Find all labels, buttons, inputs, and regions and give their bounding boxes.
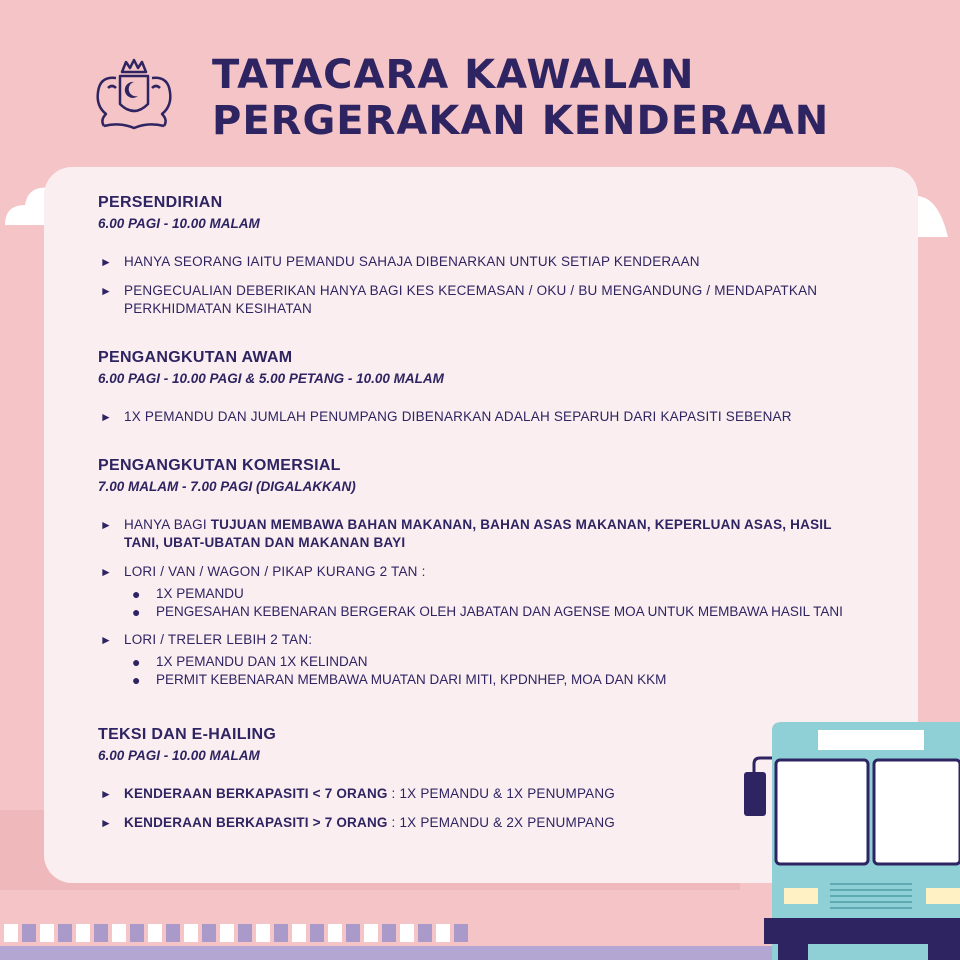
state-crest-icon	[86, 58, 182, 136]
dot-bullet-icon: ●	[132, 586, 141, 602]
list-item: ► KENDERAAN BERKAPASITI > 7 ORANG : 1X PEMANDU & 2X PENUMPANG	[100, 815, 616, 830]
sub-list-item: ● 1X PEMANDU DAN 1X KELINDAN	[132, 654, 368, 670]
title-line-2: PERGERAKAN KENDERAAN	[212, 98, 830, 144]
arrow-bullet-icon: ►	[100, 816, 113, 830]
arrow-bullet-icon: ►	[100, 255, 113, 269]
section-title: PENGANGKUTAN AWAM	[98, 349, 293, 366]
section-time: 6.00 PAGI - 10.00 PAGI & 5.00 PETANG - 10.00 MALAM	[98, 371, 444, 386]
list-item: ► PENGECUALIAN DEBERIKAN HANYA BAGI KES KECEMASAN / OKU / BU MENGANDUNG / MENDAPATKAN PERKHIDMATAN KESIHATAN	[100, 283, 818, 316]
arrow-bullet-icon: ►	[100, 565, 113, 579]
arrow-bullet-icon: ►	[100, 410, 113, 424]
list-item: ► HANYA BAGI TUJUAN MEMBAWA BAHAN MAKANAN, BAHAN ASAS MAKANAN, KEPERLUAN ASAS, HASIL TANI, UBAT-UBATAN DAN MAKANAN BAYI	[100, 517, 832, 550]
dot-bullet-icon: ●	[132, 672, 141, 688]
dot-bullet-icon: ●	[132, 654, 141, 670]
section-time: 6.00 PAGI - 10.00 MALAM	[98, 216, 260, 231]
list-item: ► LORI / TRELER LEBIH 2 TAN:	[100, 632, 313, 647]
arrow-bullet-icon: ►	[100, 518, 113, 532]
section-title: PERSENDIRIAN	[98, 194, 223, 211]
section-pengangkutan-awam	[98, 348, 858, 426]
section-title: TEKSI DAN E-HAILING	[98, 726, 277, 743]
section-pengangkutan-komersial	[98, 456, 858, 689]
arrow-bullet-icon: ►	[100, 284, 113, 298]
sub-list	[98, 653, 858, 689]
section-time: 6.00 PAGI - 10.00 MALAM	[98, 748, 260, 763]
sub-list	[98, 585, 858, 621]
section-persendirian	[98, 193, 858, 318]
arrow-bullet-icon: ►	[100, 787, 113, 801]
arrow-bullet-icon: ►	[100, 633, 113, 647]
bus-icon	[740, 718, 960, 960]
sub-list-item: ● PENGESAHAN KEBENARAN BERGERAK OLEH JABATAN DAN AGENSE MOA UNTUK MEMBAWA HASIL TANI	[132, 604, 843, 620]
list-item: ► HANYA SEORANG IAITU PEMANDU SAHAJA DIBENARKAN UNTUK SETIAP KENDERAAN	[100, 254, 700, 269]
list-item: ► KENDERAAN BERKAPASITI < 7 ORANG : 1X PEMANDU & 1X PENUMPANG	[100, 786, 616, 801]
section-title: PENGANGKUTAN KOMERSIAL	[98, 457, 341, 474]
sub-list-item: ● PERMIT KEBENARAN MEMBAWA MUATAN DARI MITI, KPDNHEP, MOA DAN KKM	[132, 672, 667, 688]
dot-bullet-icon: ●	[132, 604, 141, 620]
list-item: ► 1X PEMANDU DAN JUMLAH PENUMPANG DIBENARKAN ADALAH SEPARUH DARI KAPASITI SEBENAR	[100, 409, 792, 424]
sub-list-item: ● 1X PEMANDU	[132, 586, 244, 602]
list-item: ► LORI / VAN / WAGON / PIKAP KURANG 2 TAN :	[100, 564, 426, 579]
title-line-1: TATACARA KAWALAN	[212, 52, 695, 98]
section-time: 7.00 MALAM - 7.00 PAGI (DIGALAKKAN)	[98, 479, 356, 494]
page-title	[212, 52, 829, 144]
